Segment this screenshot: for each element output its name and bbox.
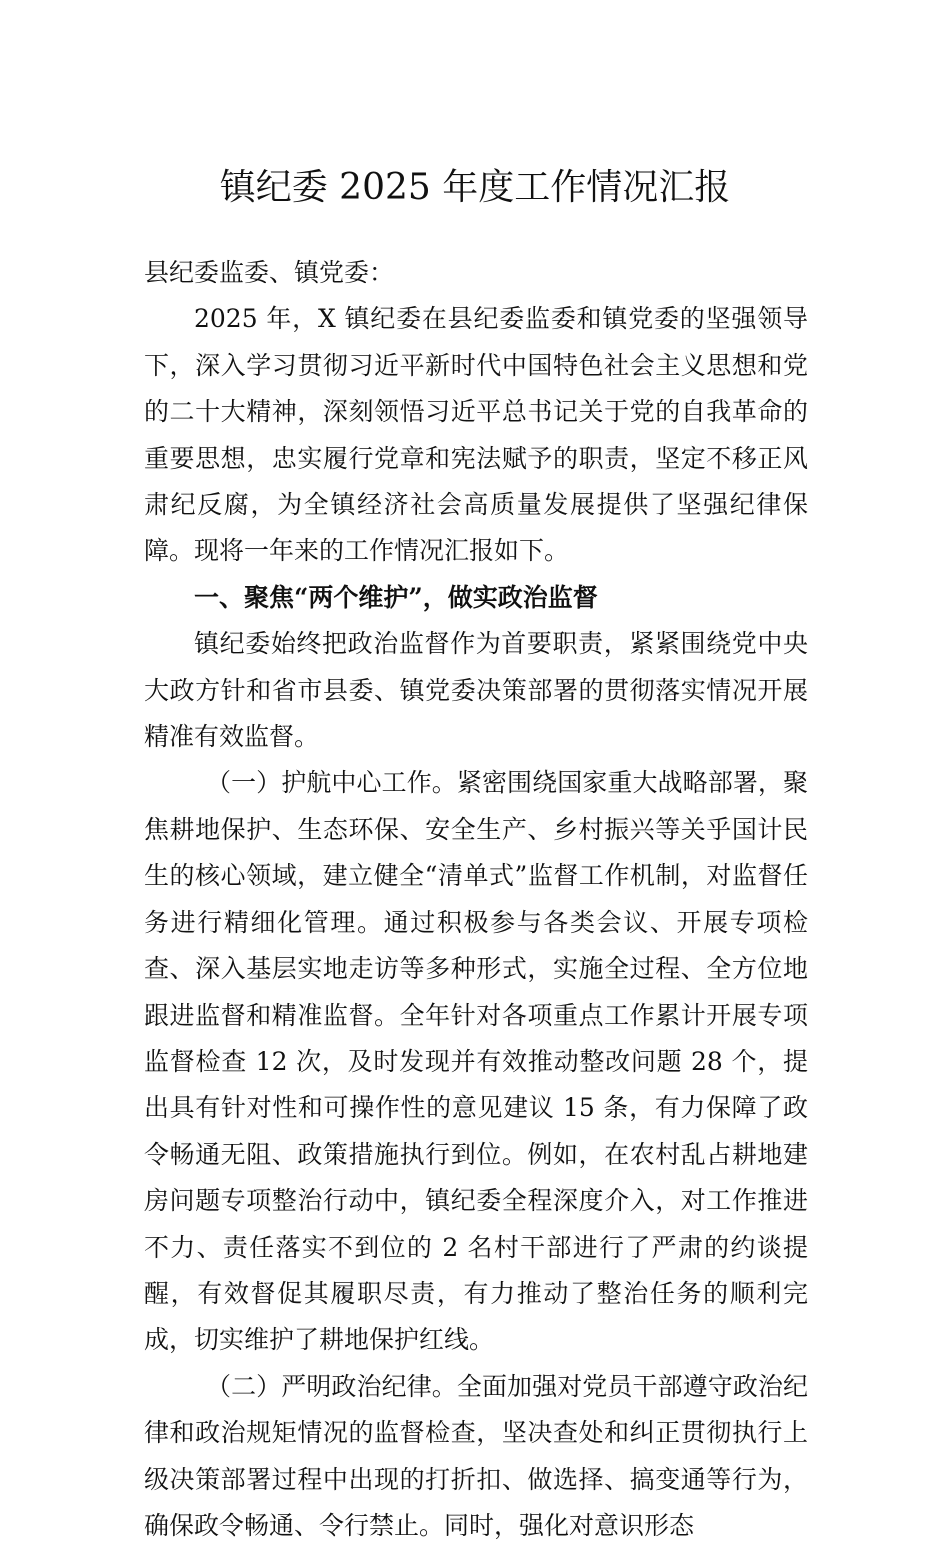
section-1-paragraph: 镇纪委始终把政治监督作为首要职责，紧紧围绕党中央大政方针和省市县委、镇党委决策部署的贯彻落实情况开展精准有效监督。: [144, 629, 808, 752]
subsection-2-paragraph: （二）严明政治纪律。全面加强对党员干部遵守政治纪律和政治规矩情况的监督检查，坚决查处和纠正贯彻执行上级决策部署过程中出现的打折扣、做选择、搞变通等行为，确保政令畅通、令行禁止。同时，强化对意识形态: [144, 1371, 808, 1540]
salutation: 县纪委监委、镇党委：: [144, 258, 395, 287]
document-title: 镇纪委 2025 年度工作情况汇报: [219, 167, 731, 208]
intro-paragraph: 2025 年，X 镇纪委在县纪委监委和镇党委的坚强领导下，深入学习贯彻习近平新时代中国特色社会主义思想和党的二十大精神，深刻领悟习近平总书记关于党的自我革命的重要思想，忠实履行党章和宪法赋予的职责，坚定不移正风肃纪反腐，为全镇经济社会高质量发展提供了坚强纪律保障。现将一年来的工作情况汇报如下。: [144, 304, 808, 566]
section-heading-1: 一、聚焦“两个维护”，做实政治监督: [194, 582, 598, 612]
document-body: [144, 250, 808, 1549]
subsection-1-paragraph: （一）护航中心工作。紧密围绕国家重大战略部署，聚焦耕地保护、生态环保、安全生产、乡村振兴等关乎国计民生的核心领域，建立健全“清单式”监督工作机制，对监督任务进行精细化管理。通过积极参与各类会议、开展专项检查、深入基层实地走访等多种形式，实施全过程、全方位地跟进监督和精准监督。全年针对各项重点工作累计开展专项监督检查 12 次，及时发现并有效推动整改问题 28 个，提出具有针对性和可操作性的意见建议 15 条，有力保障了政令畅通无阻、政策措施执行到位。例如，在农村乱占耕地建房问题专项整治行动中，镇纪委全程深度介入，对工作推进不力、责任落实不到位的 2 名村干部进行了严肃的约谈提醒，有效督促其履职尽责，有力推动了整治任务的顺利完成，切实维护了耕地保护红线。: [144, 768, 808, 1355]
